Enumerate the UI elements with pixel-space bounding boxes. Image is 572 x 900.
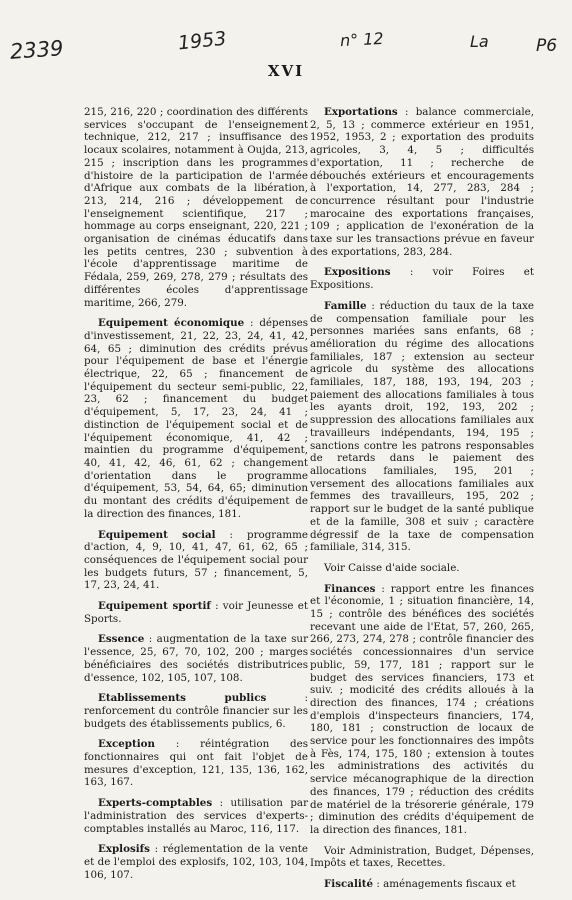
- index-entry: [84, 738, 308, 789]
- index-text: : balance commerciale, 2, 5, 13 ; commerce extérieur en 1951, 1952, 1953, 2 ; exportation des produits agricoles, 3, 4, 5 ; difficultés d'exportation, 11 ; recherche de débouchés extérieurs et encouragements à l'exportation, 14, 277, 283, 284 ; concurrence résultant pour l'industrie marocaine des exportations françaises, 109 ; application de l'exonération de la taxe sur les transactions prévue en faveur des exportations, 283, 284.: [310, 106, 534, 258]
- index-text: : réglementation de la vente et de l'emploi des explosifs, 102, 103, 104, 106, 107.: [84, 843, 308, 881]
- index-text: Voir Caisse d'aide sociale.: [324, 561, 460, 574]
- handwritten-note: 1953: [176, 27, 228, 55]
- index-entry: [310, 583, 534, 837]
- index-entry: [84, 317, 308, 520]
- index-entry: [84, 633, 308, 684]
- index-term: Experts-comptables: [98, 797, 213, 810]
- handwritten-note: n° 12: [339, 28, 385, 51]
- index-text: : dépenses d'investissement, 21, 22, 23, 24, 41, 42, 64, 65 ; diminution des crédits prévus pour l'équipement de base et l'énergie électrique, 22, 65 ; financement de l'équipement du secteur semi-public, 22, 23, 62 ; financement du budget d'équipement, 5, 17, 23, 24, 41 ; distinction de l'équipement social et de l'équipement économique, 41, 42 ; maintien du programme d'équipement, 40, 41, 42, 46, 61, 62 ; changement d'orientation dans le programme d'équipement, 53, 54, 64, 65; diminution du montant des crédits d'équipement de la direction des finances, 181.: [84, 317, 309, 520]
- index-text: : renforcement du contrôle financier sur les budgets des établissements publics, 6.: [84, 692, 309, 730]
- index-term: Expositions: [324, 266, 391, 279]
- index-see-also: [310, 845, 534, 870]
- index-entry: [84, 529, 308, 593]
- index-entry: [84, 797, 308, 835]
- index-term: Essence: [98, 633, 145, 646]
- index-entry: [310, 878, 534, 891]
- index-text: Voir Administration, Budget, Dépenses, Impôts et taxes, Recettes.: [310, 844, 534, 870]
- index-entry: [310, 266, 534, 291]
- index-entry: [310, 106, 534, 258]
- index-column-right: [310, 106, 534, 899]
- index-term: Exception: [98, 738, 156, 751]
- handwritten-note: 2339: [9, 36, 65, 64]
- index-term: Famille: [324, 299, 367, 312]
- index-see-also: [310, 562, 534, 575]
- page-number: XVI: [267, 62, 305, 80]
- index-text: : rapport entre les finances et l'économie, 1 ; situation financière, 14, 15 ; contrôle des bénéfices des sociétés recevant une aide de l'Etat, 57, 260, 265, 266, 273, 274, 278 ; contrôle financier des sociétés concessionnaires d'un service public, 59, 177, 181 ; rapport sur le budget des services financiers, 173 et suiv. ; modicité des crédits alloués à la direction des finances, 174 ; créations d'emplois d'inspecteurs financiers, 174, 180, 181 ; construction de locaux de service pour les fonctionnaires des impôts à Fès, 174, 175, 180 ; extension à toutes les administrations des activités du service mécanographique de la direction des finances, 179 ; réduction des crédits de matériel de la trésorerie générale, 179 ; diminution des crédits d'équipement de la direction des finances, 181.: [310, 582, 534, 836]
- index-text: : voir Foires et Expositions.: [310, 266, 534, 292]
- index-entry: [84, 106, 308, 309]
- index-term: Exportations: [324, 106, 398, 118]
- index-text: : utilisation par l'administration des services d'experts-comptables installés au Maroc, 116, 117.: [84, 797, 308, 835]
- index-term: Equipement économique: [98, 317, 245, 330]
- handwritten-note: P6: [536, 36, 558, 56]
- index-text: : réduction du taux de la taxe de compensation familiale pour les personnes mariées sans enfants, 68 ; amélioration du régime des allocations familiales, 187 ; extension au secteur agricole du système des allocations familiales, 187, 188, 193, 194, 203 ; paiement des allocations familiales à tous les ayants droit, 192, 193, 202 ; suppression des allocations familiales aux travailleurs indépendants, 194, 195 ; sanctions contre les patrons responsables de retards dans le paiement des allocations familiales, 195, 201 ; versement des allocations familiales aux femmes des travailleurs, 195, 202 ; rapport sur le budget de la santé publique et de la famille, 308 et suiv ; caractère dégressif de la taxe de compensation familiale, 314, 315.: [310, 299, 534, 554]
- index-text: 215, 216, 220 ; coordination des différents services s'occupant de l'enseignement technique, 212, 217 ; insuffisance des locaux scolaires, notamment à Oujda, 213, 215 ; inscription dans les programmes d'histoire de la participation de l'armée d'Afrique aux combats de la libération, 213, 214, 216 ; développement de l'enseignement scientifique, 217 ; hommage au corps enseignant, 220, 221 ; organisation de cinémas éducatifs dans les petits centres, 230 ; subvention à l'école d'apprentissage maritime de Fédala, 259, 269, 278, 279 ; résultats des différentes écoles d'apprentissage maritime, 266, 279.: [84, 106, 308, 309]
- index-column-left: [84, 106, 308, 889]
- handwritten-note: La: [470, 32, 489, 51]
- index-term: Explosifs: [98, 843, 150, 856]
- index-entry: [84, 843, 308, 881]
- index-term: Etablissements publics: [98, 692, 267, 705]
- index-term: Equipement sportif: [98, 600, 211, 613]
- index-entry: [310, 300, 534, 554]
- index-term: Equipement social: [98, 528, 216, 541]
- index-entry: [84, 692, 308, 730]
- index-text: : programme d'action, 4, 9, 10, 41, 47, 61, 62, 65 ; conséquences de l'équipement social pour les budgets futurs, 57 ; financement, 5, 17, 23, 24, 41.: [84, 528, 308, 592]
- index-text: : voir Jeunesse et Sports.: [84, 600, 309, 625]
- index-text: : augmentation de la taxe sur l'essence, 25, 67, 70, 102, 200 ; marges bénéficiaires des sociétés distributrices d'essence, 102, 105, 107, 108.: [84, 633, 308, 684]
- index-text: : aménagements fiscaux et: [373, 878, 516, 891]
- index-term: Finances: [324, 582, 376, 595]
- index-term: Fiscalité: [324, 878, 374, 891]
- index-entry: [84, 600, 308, 625]
- index-text: : réintégration des fonctionnaires qui ont fait l'objet de mesures d'exception, 121, 135, 136, 162, 163, 167.: [84, 738, 308, 789]
